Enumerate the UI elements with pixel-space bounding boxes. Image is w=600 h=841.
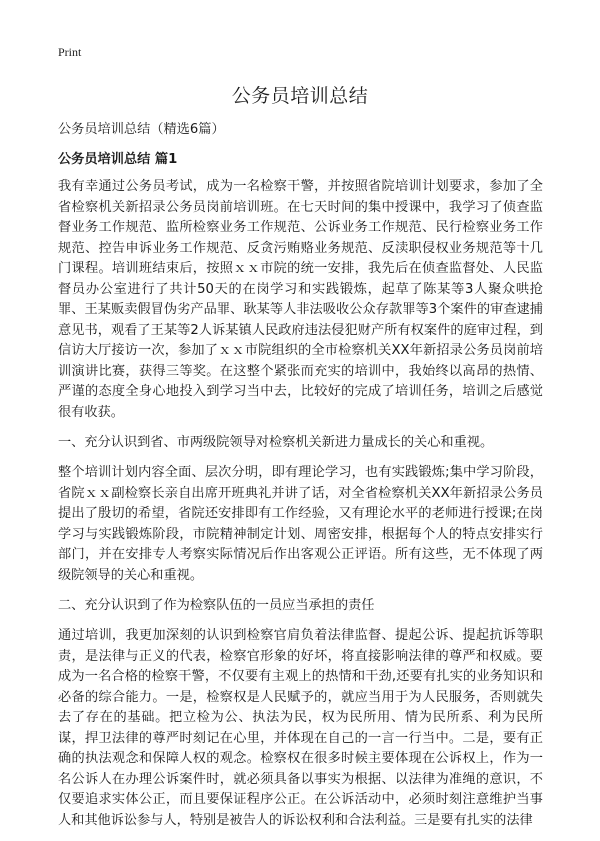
print-link[interactable]: Print <box>58 45 82 59</box>
paragraph-point-1: 整个培训计划内容全面、层次分明，即有理论学习，也有实践锻炼;集中学习阶段，省院ｘｘ副检察长亲自出席开班典礼并讲了话，对全省检察机关XX年新招录公务员提出了殷切的希望，省院还安排即有工作经验，又有理论水平的老师进行授课;在岗学习与实践锻炼阶段，市院精神制定计划、周密安排，根据每个人的特点安排实行部门，并在安排专人考察实际情况后作出客观公正评语。所有这些，无不体现了两级院领导的关心和重视。 <box>58 465 543 583</box>
document-subtitle: 公务员培训总结（精选6篇） <box>58 122 225 137</box>
section-heading: 公务员培训总结 篇1 <box>58 152 178 167</box>
paragraph-point-2: 通过培训，我更加深刻的认识到检察官肩负着法律监督、提起公诉、提起抗诉等职责，是法律与正义的代表，检察官形象的好坏，将直接影响法律的尊严和权威。要成为一名合格的检察干警，不仅要有主观上的热情和干劲,还要有扎实的业务知识和必备的综合能力。一是，检察权是人民赋予的，就应当用于为人民服务，否则就失去了存在的基础。把立检为公、执法为民，权为民所用、情为民所系、利为民所谋，捍卫法律的尊严时刻记在心里，并体现在自己的一言一行当中。二是，要有正确的执法观念和保障人权的观念。检察权在很多时候主要体现在公诉权上，作为一名公诉人在办理公诉案件时，就必须具备以事实为根据、以法律为准绳的意识，不仅要追求实体公正，而且要保证程序公正。在公诉活动中，必须时刻注意维护当事人和其他诉讼参与人，特别是被告人的诉讼权利和合法利益。三是要有扎实的法律 <box>58 628 543 828</box>
point-heading-1: 一、充分认识到省、市两级院领导对检察机关新进力量成长的关心和重视。 <box>58 435 494 450</box>
paragraph-intro: 我有幸通过公务员考试，成为一名检察干警，并按照省院培训计划要求，参加了全省检察机关新招录公务员岗前培训班。在七天时间的集中授课中，我学习了侦查监督业务工作规范、监所检察业务工作规范、公诉业务工作规范、民行检察业务工作规范、控告申诉业务工作规范、反贪污贿赂业务规范、反渎职侵权业务规范等十几门课程。培训班结束后，按照ｘｘ市院的统一安排，我先后在侦查监督处、人民监督员办公室进行了共计50天的在岗学习和实践锻炼，起草了陈某等3人聚众哄抢罪、王某贩卖假冒伪劣产品罪、耿某等人非法吸收公众存款罪等3个案件的审查逮捕意见书，观看了王某等2人诉某镇人民政府违法侵犯财产所有权案件的庭审过程，到信访大厅接访一次，参加了ｘｘ市院组织的全市检察机关XX年新招录公务员岗前培训演讲比赛，获得三等奖。在这整个紧张而充实的培训中，我始终以高昂的热情、严谨的态度全身心地投入到学习当中去，比较好的完成了培训任务，培训之后感觉很有收获。 <box>58 179 543 420</box>
point-heading-2: 二、充分认识到了作为检察队伍的一员应当承担的责任 <box>58 598 375 613</box>
document-body <box>58 120 543 841</box>
document-title: 公务员培训总结 <box>231 85 369 107</box>
